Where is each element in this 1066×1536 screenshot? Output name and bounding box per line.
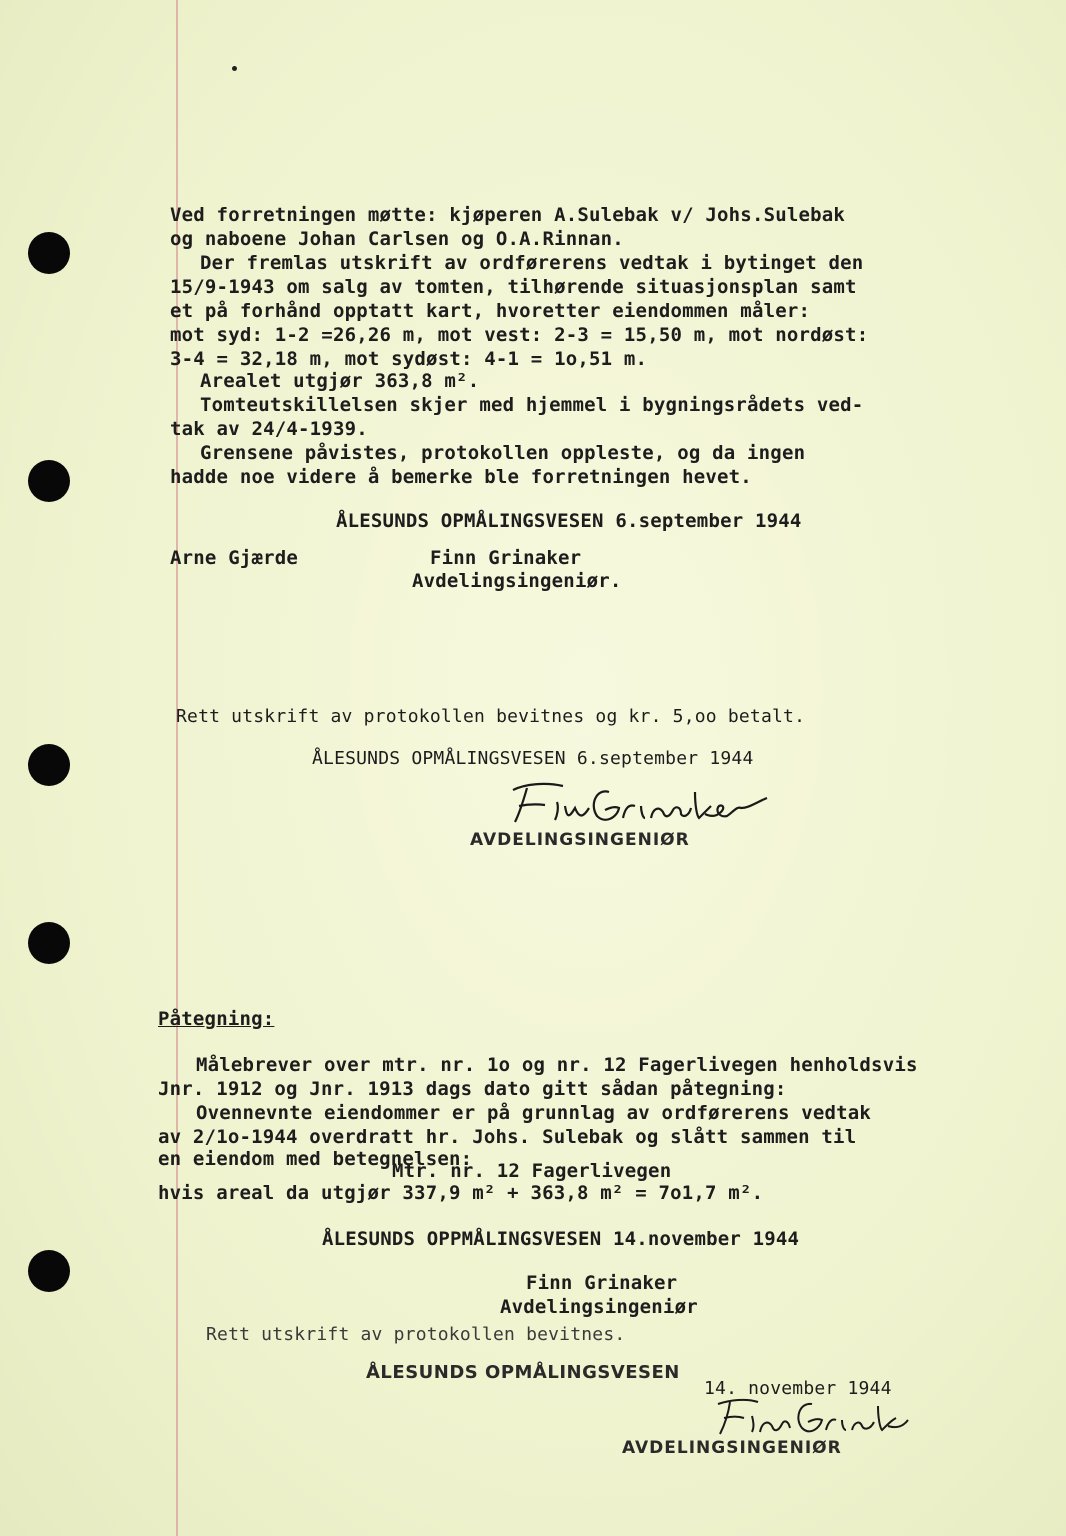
- text-line: tak av 24/4-1939.: [170, 418, 368, 440]
- stamp-office: ÅLESUNDS OPMÅLINGSVESEN: [366, 1362, 680, 1383]
- text-line: Der fremlas utskrift av ordførerens vedtak i bytinget den: [200, 252, 864, 274]
- text-line: Målebrever over mtr. nr. 1o og nr. 12 Fagerlivegen henholdsvis: [196, 1054, 918, 1076]
- text-line: 3-4 = 32,18 m, mot sydøst: 4-1 = 1o,51 m.: [170, 348, 648, 370]
- text-line: et på forhånd opptatt kart, hvoretter eiendommen måler:: [170, 300, 811, 322]
- punch-hole: [28, 460, 70, 502]
- certification-text: Rett utskrift av protokollen bevitnes og kr. 5,oo betalt.: [176, 706, 806, 727]
- text-line: mot syd: 1-2 =26,26 m, mot vest: 2-3 = 15,50 m, mot nordøst:: [170, 324, 869, 346]
- stamp-title: AVDELINGSINGENIØR: [470, 830, 690, 850]
- text-line: 15/9-1943 om salg av tomten, tilhørende situasjonsplan samt: [170, 276, 857, 298]
- punch-hole: [28, 232, 70, 274]
- text-line: Arealet utgjør 363,8 m².: [200, 370, 480, 392]
- office-date: ÅLESUNDS OPPMÅLINGSVESEN 14.november 1944: [322, 1228, 800, 1250]
- handwritten-signature: [712, 1394, 912, 1440]
- handwritten-signature: [505, 778, 775, 828]
- text-line: en eiendom med betegnelsen:: [158, 1148, 473, 1170]
- text-line: hvis areal da utgjør 337,9 m² + 363,8 m² = 7o1,7 m².: [158, 1182, 764, 1204]
- signatory-title: Avdelingsingeniør.: [412, 570, 622, 592]
- text-line: av 2/1o-1944 overdratt hr. Johs. Sulebak og slått sammen til: [158, 1126, 857, 1148]
- signatory-left: Arne Gjærde: [170, 547, 299, 569]
- office-date: ÅLESUNDS OPMÅLINGSVESEN 6.september 1944: [312, 748, 754, 769]
- certification-text: Rett utskrift av protokollen bevitnes.: [206, 1324, 626, 1345]
- text-line: Ved forretningen møtte: kjøperen A.Sulebak v/ Johs.Sulebak: [170, 204, 846, 226]
- signatory-title: Avdelingsingeniør: [500, 1296, 698, 1318]
- text-line: Grensene påvistes, protokollen oppleste, og da ingen: [200, 442, 806, 464]
- text-line: Mtr. nr. 12 Fagerlivegen: [392, 1160, 672, 1182]
- text-line: og naboene Johan Carlsen og O.A.Rinnan.: [170, 228, 624, 250]
- stamp-title: AVDELINGSINGENIØR: [622, 1438, 842, 1458]
- text-line: Ovennevnte eiendommer er på grunnlag av ordførerens vedtak: [196, 1102, 872, 1124]
- punch-hole: [28, 744, 70, 786]
- signatory-name: Finn Grinaker: [430, 547, 582, 569]
- section-heading: Påtegning:: [158, 1008, 275, 1030]
- stamp-date: 14. november 1944: [704, 1378, 892, 1399]
- punch-hole: [28, 922, 70, 964]
- text-line: hadde noe videre å bemerke ble forretningen hevet.: [170, 466, 752, 488]
- punch-hole: [28, 1250, 70, 1292]
- ink-speck: [232, 66, 237, 71]
- text-line: Tomteutskillelsen skjer med hjemmel i bygningsrådets ved-: [200, 394, 864, 416]
- signatory-name: Finn Grinaker: [526, 1272, 678, 1294]
- text-line: Jnr. 1912 og Jnr. 1913 dags dato gitt sådan påtegning:: [158, 1078, 787, 1100]
- office-date: ÅLESUNDS OPMÅLINGSVESEN 6.september 1944: [336, 510, 802, 532]
